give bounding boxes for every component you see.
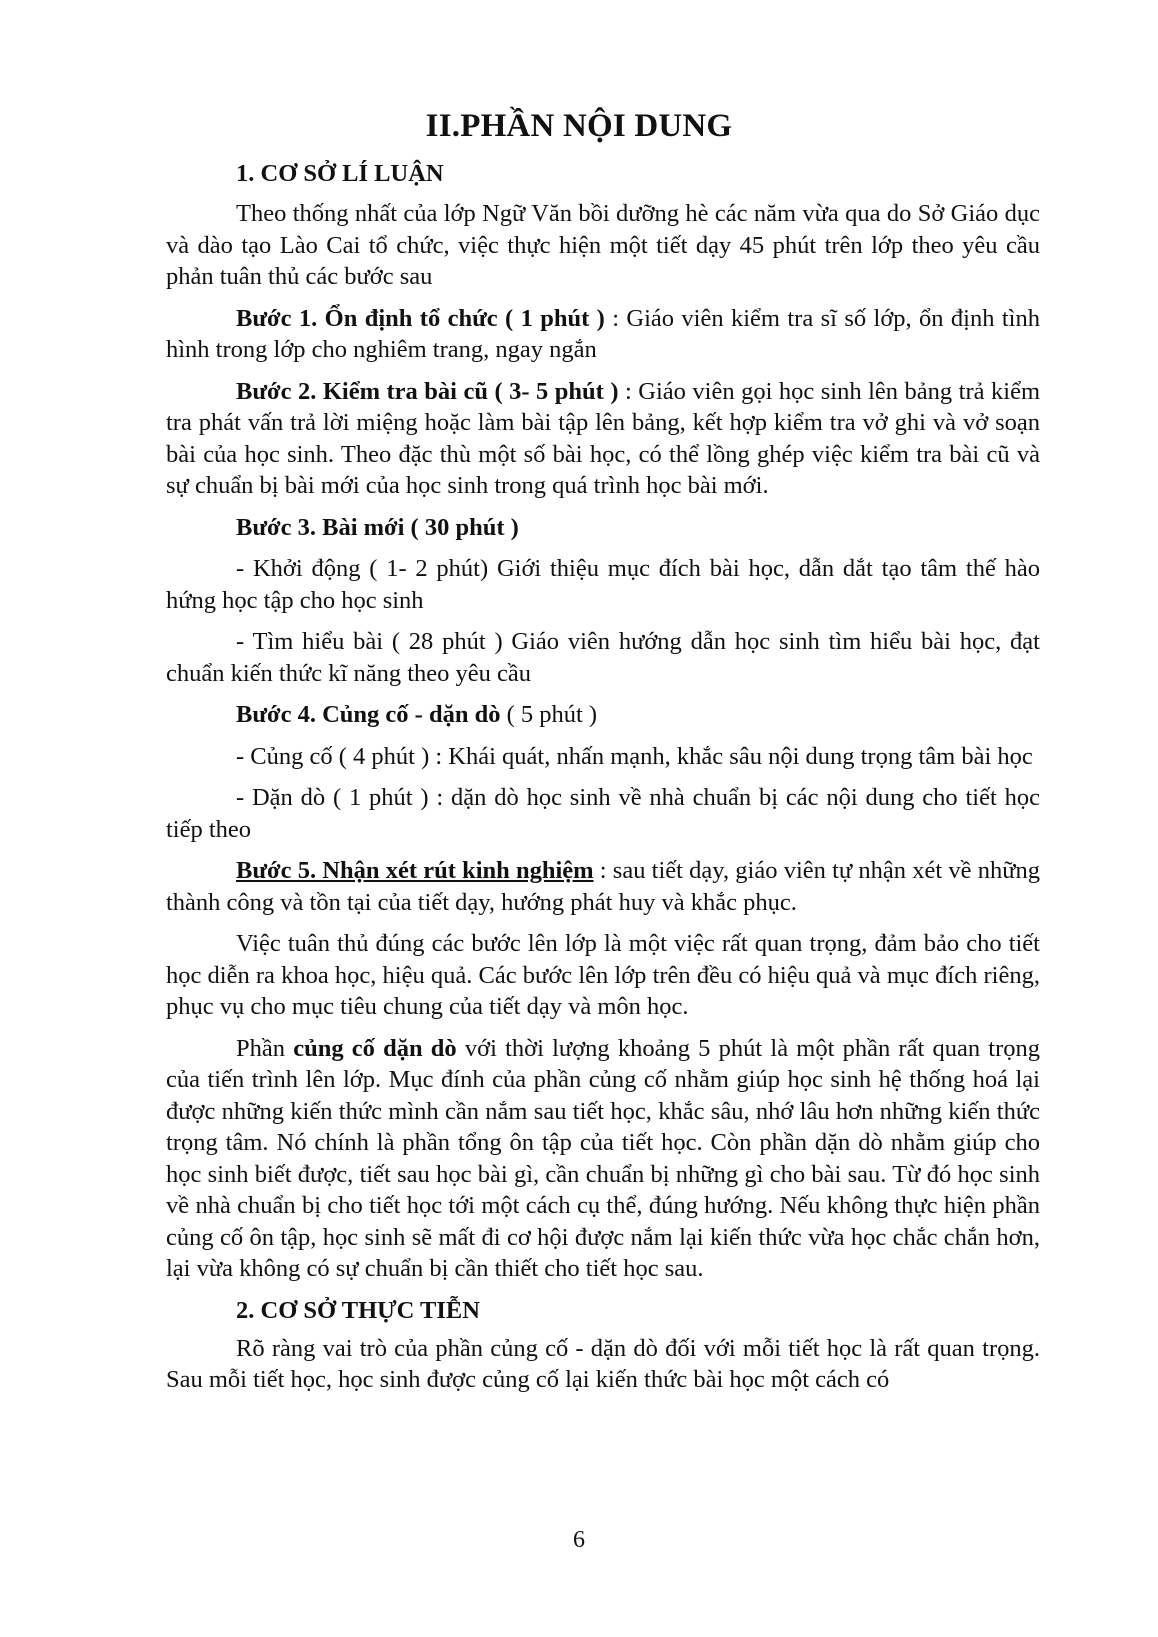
intro-paragraph: Theo thống nhất của lớp Ngữ Văn bồi dưỡng hè các năm vừa qua do Sở Giáo dục và dào tạo Lào Cai tổ chức, việc thực hiện một tiết dạy 45 phút trên lớp theo yêu cầu phản tuân thủ các bước sau <box>166 200 1040 290</box>
step-5-paragraph <box>166 855 1040 918</box>
step-5-label: Bước 5. Nhận xét rút kinh nghiệm <box>236 857 594 884</box>
step-5-text: : sau tiết dạy, giáo viên tự nhận xét về những thành công và tồn tại của tiết dạy, hướng phát huy và khắc phục. <box>166 857 1040 916</box>
section-heading-co-so-li-luan: 1. CƠ SỞ LÍ LUẬN <box>236 160 444 187</box>
section-1-heading-block <box>166 158 1040 190</box>
page-number: 6 <box>573 1527 585 1553</box>
step-4-item-dan-do: - Dặn dò ( 1 phút ) : dặn dò học sinh về nhà chuẩn bị các nội dung cho tiết học tiếp theo <box>166 784 1040 843</box>
step-3-item-khoi-dong: - Khởi động ( 1- 2 phút) Giới thiệu mục đích bài học, dẫn dắt tạo tâm thế hào hứng học tập cho học sinh <box>166 555 1040 614</box>
step-4-label: Bước 4. Củng cố - dặn dò <box>236 701 501 728</box>
page-title: II.PHẦN NỘI DUNG <box>425 108 733 144</box>
step-4-time: ( 5 phút ) <box>500 701 598 728</box>
step-2-paragraph <box>166 376 1040 502</box>
step-4-item-cung-co: - Củng cố ( 4 phút ) : Khái quát, nhấn mạnh, khắc sâu nội dung trọng tâm bài học <box>236 742 1033 770</box>
cung-co-dan-do-paragraph <box>166 1033 1040 1285</box>
section-heading-co-so-thuc-tien: 2. CƠ SỞ THỰC TIỄN <box>236 1296 480 1324</box>
step-2-label: Bước 2. Kiểm tra bài cũ ( 3- 5 phút ) <box>236 377 619 405</box>
step-1-paragraph <box>166 303 1040 366</box>
step-3-label: Bước 3. Bài mới ( 30 phút ) <box>236 513 519 541</box>
section-2-paragraph: Rõ ràng vai trò của phần củng cố - dặn dò đối với mỗi tiết học là rất quan trọng. Sau mỗi tiết học, học sinh được củng cố lại kiến thức bài học một cách có <box>166 1334 1040 1393</box>
step-4-paragraph <box>166 699 1040 731</box>
step-1-label: Bước 1. Ổn định tổ chức ( 1 phút ) <box>236 304 605 332</box>
step-3-item-tim-hieu-bai: - Tìm hiểu bài ( 28 phút ) Giáo viên hướng dẫn học sinh tìm hiểu bài học, đạt chuẩn kiến thức kĩ năng theo yêu cầu <box>166 628 1040 687</box>
cung-co-prefix: Phần <box>236 1034 294 1062</box>
cung-co-dan-do-emphasis: củng cố dặn dò <box>293 1034 457 1062</box>
step-1-text: : Giáo viên kiểm tra sĩ số lớp, ổn định tình hình trong lớp cho nghiêm trang, ngay ngắn <box>166 304 1040 363</box>
importance-paragraph: Việc tuân thủ đúng các bước lên lớp là một việc rất quan trọng, đảm bảo cho tiết học diễn ra khoa học, hiệu quả. Các bước lên lớp trên đều có hiệu quả và mục đích riêng, phục vụ cho mục tiêu chung của tiết dạy và môn học. <box>166 930 1040 1020</box>
section-1-body <box>166 198 1040 1396</box>
step-2-text: : Giáo viên gọi học sinh lên bảng trả kiểm tra phát vấn trả lời miệng hoặc làm bài tập lên bảng, kết hợp kiểm tra vở ghi và vở soạn bài của học sinh. Theo đặc thù một số bài học, có thể lồng ghép việc kiểm tra bài cũ và sự chuẩn bị bài mới của học sinh trong quá trình học bài mới. <box>166 377 1040 499</box>
cung-co-text: với thời lượng khoảng 5 phút là một phần rất quan trọng của tiến trình lên lớp. Mục đính của phần củng cố nhằm giúp học sinh hệ thống hoá lại được những kiến thức mình cần nắm sau tiết học, khắc sâu, nhớ lâu hơn những kiến thức trọng tâm. Nó chính là phần tổng ôn tập của tiết học. Còn phần dặn dò nhằm giúp cho học sinh biết được, tiết sau học bài gì, cần chuẩn bị những gì cho bài sau. Từ đó học sinh về nhà chuẩn bị cho tiết học tới một cách cụ thể, đúng hướng. Nếu không thực hiện phần củng cố ôn tập, học sinh sẽ mất đi cơ hội được nắm lại kiến thức vừa học chắc chắn hơn, lại vừa không có sự chuẩn bị cần thiết cho tiết học sau. <box>166 1034 1040 1282</box>
